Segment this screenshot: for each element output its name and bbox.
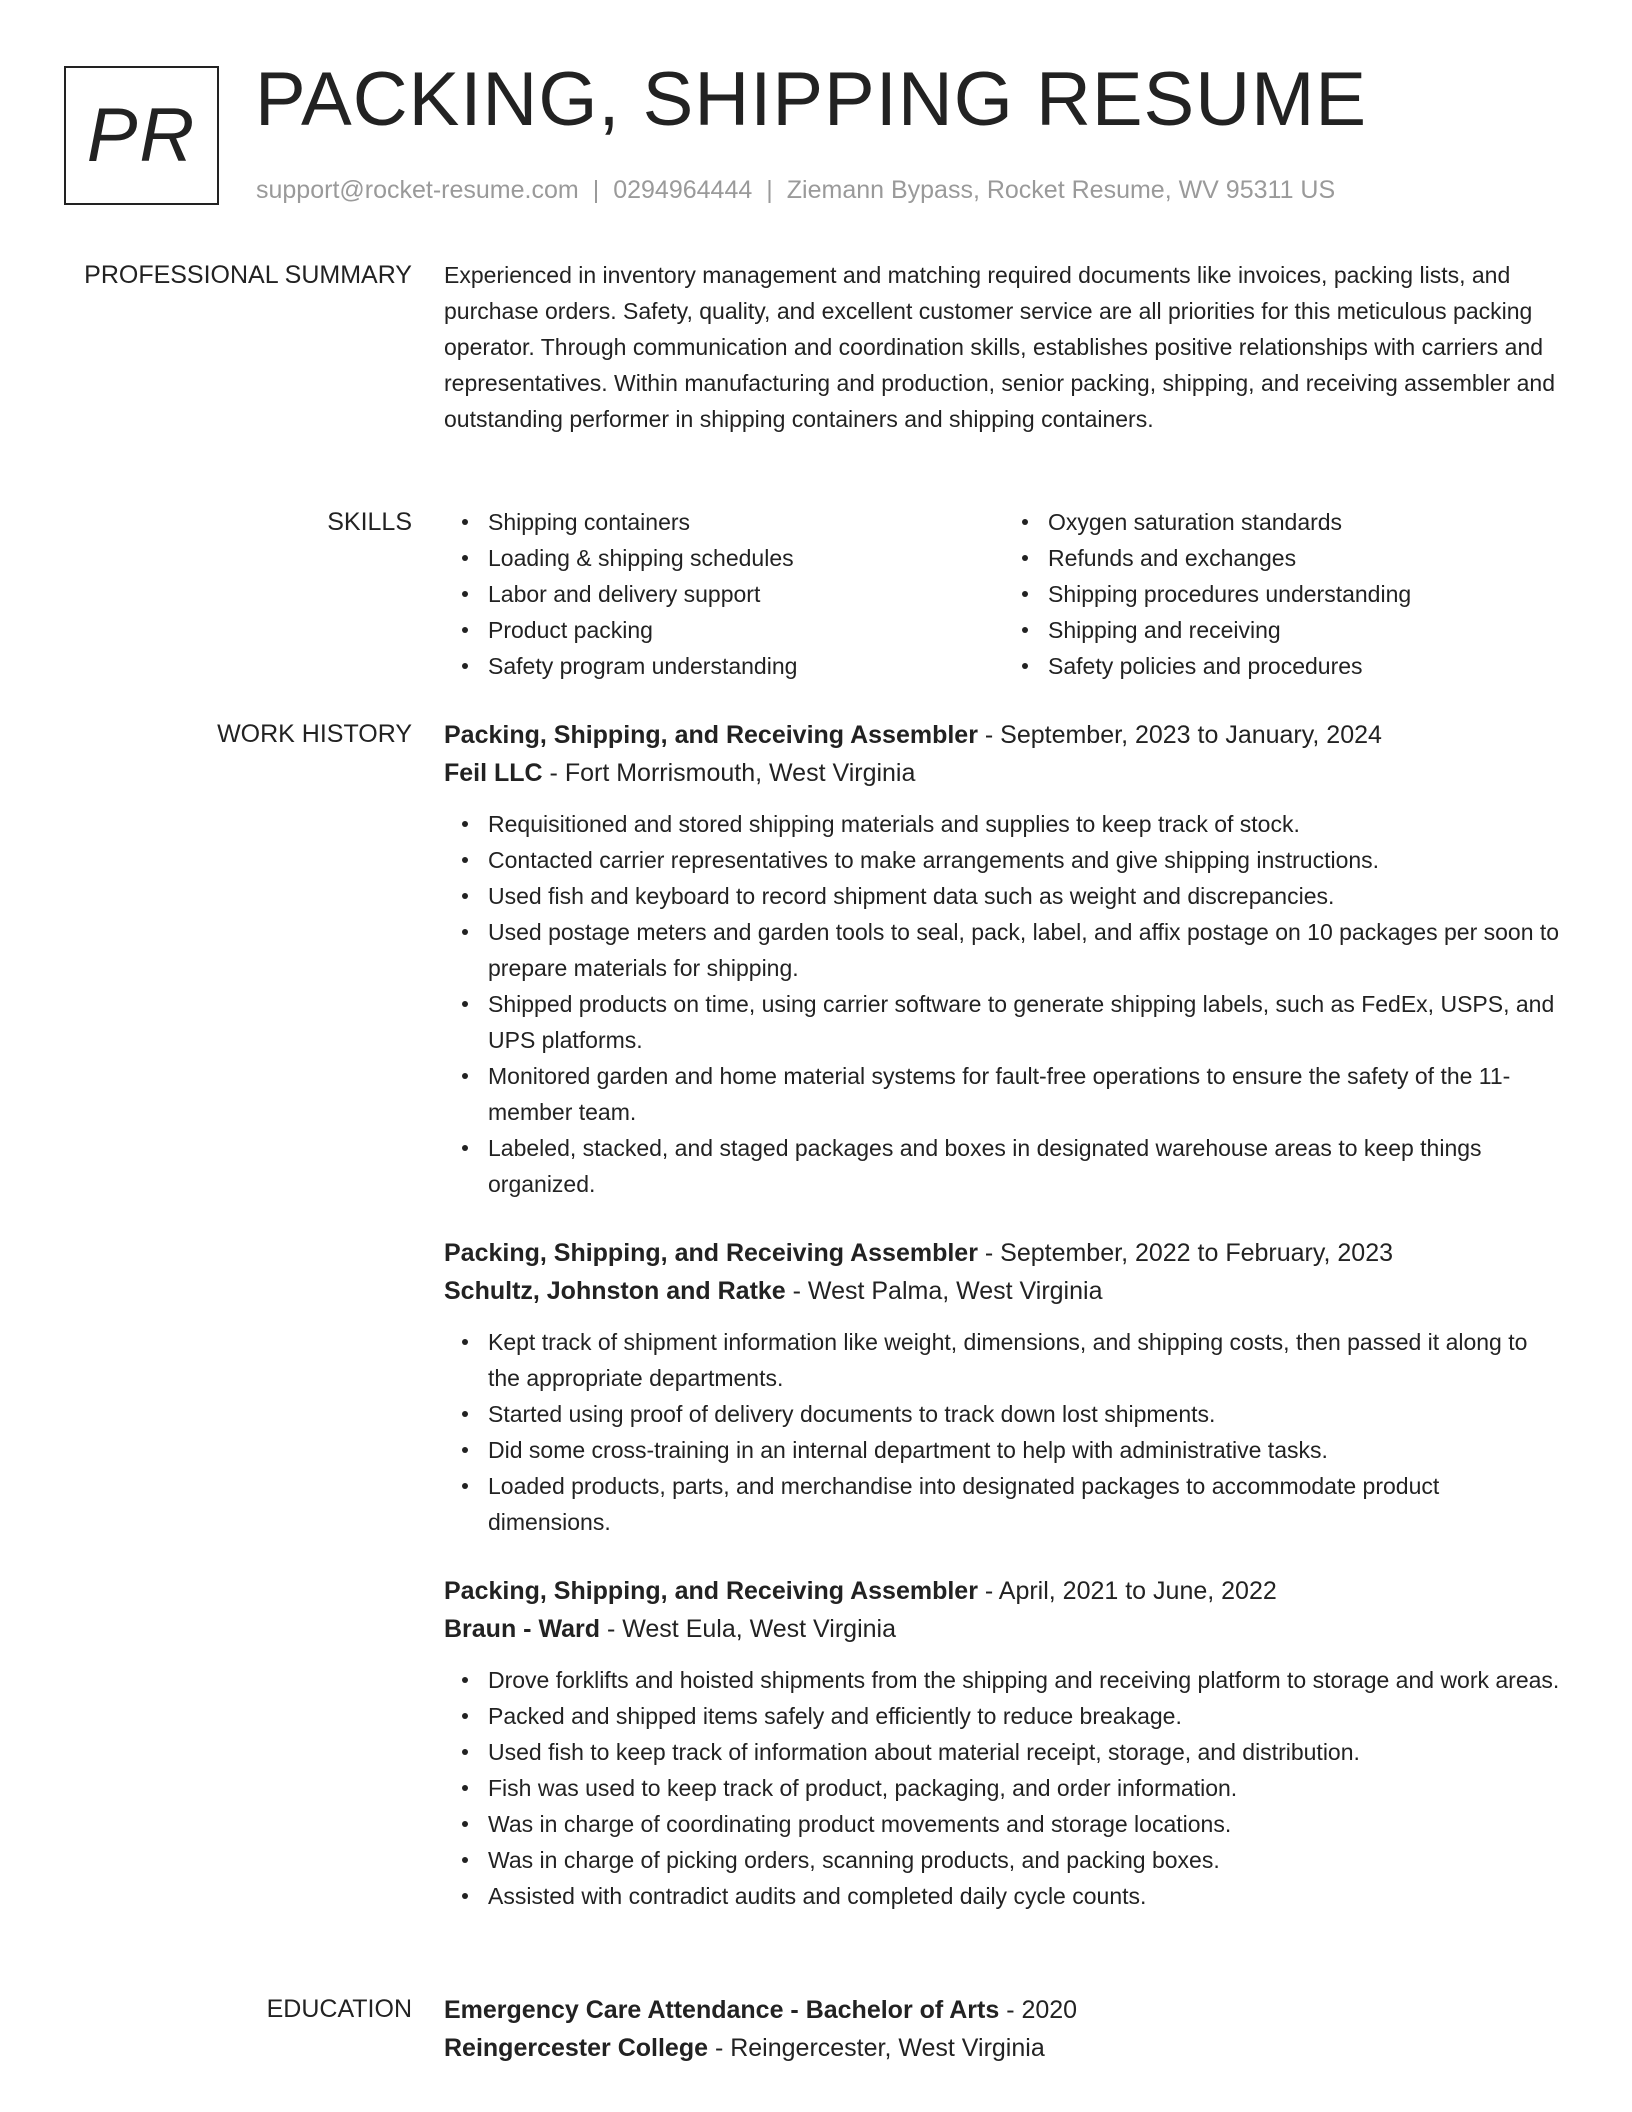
job-bullet: Drove forklifts and hoisted shipments from the shipping and receiving platform to storage and work areas. — [488, 1662, 1564, 1698]
education-degree-line — [444, 1991, 1564, 2029]
job-bullet: Shipped products on time, using carrier software to generate shipping labels, such as FedEx, USPS, and UPS platforms. — [488, 986, 1564, 1058]
job-bullet: Was in charge of coordinating product movements and storage locations. — [488, 1806, 1564, 1842]
job-location: - West Eula, West Virginia — [600, 1615, 896, 1643]
job-bullet: Loaded products, parts, and merchandise into designated packages to accommodate product dimensions. — [488, 1468, 1564, 1540]
job-title: Packing, Shipping, and Receiving Assembler — [444, 721, 978, 749]
job-entry — [444, 1234, 1564, 1540]
education-school-line — [444, 2029, 1564, 2067]
contact-address: Ziemann Bypass, Rocket Resume, WV 95311 US — [786, 176, 1336, 204]
job-dates: - April, 2021 to June, 2022 — [977, 1577, 1277, 1605]
monogram-initials: PR — [86, 92, 197, 178]
job-bullet: Was in charge of picking orders, scanning products, and packing boxes. — [488, 1842, 1564, 1878]
monogram-badge — [64, 66, 219, 205]
job-bullet: Packed and shipped items safely and efficiently to reduce breakage. — [488, 1698, 1564, 1734]
job-bullet: Contacted carrier representatives to make arrangements and give shipping instructions. — [488, 842, 1564, 878]
skills-label: SKILLS — [327, 508, 412, 536]
job-bullet: Labeled, stacked, and staged packages and boxes in designated warehouse areas to keep things organized. — [488, 1130, 1564, 1202]
work-label: WORK HISTORY — [217, 720, 412, 748]
summary-text: Experienced in inventory management and matching required documents like invoices, packing lists, and purchase orders. Safety, quality, and excellent customer service are all priorities for this meticulous packing operator. Through communication and coordination skills, establishes positive relationships with carriers and representatives. Within manufacturing and production, senior packing, shipping, and receiving assembler and outstanding performer in shipping containers and shipping containers. — [444, 262, 1556, 432]
skills-list-right — [1004, 504, 1564, 684]
job-bullet: Used fish and keyboard to record shipment data such as weight and discrepancies. — [488, 878, 1564, 914]
job-bullet: Kept track of shipment information like weight, dimensions, and shipping costs, then passed it along to the appropriate departments. — [488, 1324, 1564, 1396]
skill-item: Labor and delivery support — [488, 576, 1004, 612]
skill-item: Shipping and receiving — [1048, 612, 1564, 648]
job-bullets — [444, 1662, 1564, 1914]
job-company-line — [444, 1610, 1564, 1648]
education-label: EDUCATION — [266, 1995, 412, 2023]
job-entry — [444, 1572, 1564, 1914]
job-company-line — [444, 754, 1564, 792]
job-title: Packing, Shipping, and Receiving Assembler — [444, 1239, 978, 1267]
job-location: - West Palma, West Virginia — [785, 1277, 1103, 1305]
job-bullet: Requisitioned and stored shipping materials and supplies to keep track of stock. — [488, 806, 1564, 842]
job-company: Braun - Ward — [444, 1615, 601, 1643]
contact-separator: | — [592, 176, 600, 204]
job-title: Packing, Shipping, and Receiving Assembler — [444, 1577, 978, 1605]
education-year: - 2020 — [999, 1996, 1078, 2024]
education-degree: Emergency Care Attendance - Bachelor of Arts — [444, 1996, 1000, 2024]
job-bullets — [444, 806, 1564, 1202]
education-school: Reingercester College — [444, 2034, 708, 2062]
skills-list-left — [444, 504, 1004, 684]
skill-item: Product packing — [488, 612, 1004, 648]
contact-separator: | — [766, 176, 773, 204]
summary-body — [444, 257, 1564, 437]
job-bullet: Used fish to keep track of information about material receipt, storage, and distribution. — [488, 1734, 1564, 1770]
skill-item: Safety program understanding — [488, 648, 1004, 684]
education-body — [444, 1991, 1564, 2067]
job-bullet: Assisted with contradict audits and completed daily cycle counts. — [488, 1878, 1564, 1914]
skills-body — [444, 504, 1564, 684]
contact-email[interactable]: support@rocket-resume.com — [256, 176, 579, 204]
summary-label: PROFESSIONAL SUMMARY — [84, 261, 412, 289]
skill-item: Loading & shipping schedules — [488, 540, 1004, 576]
job-entry — [444, 716, 1564, 1202]
skill-item: Refunds and exchanges — [1048, 540, 1564, 576]
contact-phone[interactable]: 0294964444 — [613, 176, 753, 204]
job-bullets — [444, 1324, 1564, 1540]
job-bullet: Started using proof of delivery documents to track down lost shipments. — [488, 1396, 1564, 1432]
education-location: - Reingercester, West Virginia — [708, 2034, 1045, 2062]
contact-line — [256, 175, 1335, 205]
skill-item: Shipping procedures understanding — [1048, 576, 1564, 612]
job-company: Feil LLC — [444, 759, 543, 787]
job-company-line — [444, 1272, 1564, 1310]
job-bullet: Fish was used to keep track of product, packaging, and order information. — [488, 1770, 1564, 1806]
skill-item: Oxygen saturation standards — [1048, 504, 1564, 540]
job-title-line — [444, 1234, 1564, 1272]
job-bullet: Did some cross-training in an internal department to help with administrative tasks. — [488, 1432, 1564, 1468]
job-dates: - September, 2022 to February, 2023 — [977, 1239, 1394, 1267]
skill-item: Safety policies and procedures — [1048, 648, 1564, 684]
job-dates: - September, 2023 to January, 2024 — [977, 721, 1382, 749]
job-bullet: Monitored garden and home material systems for fault-free operations to ensure the safety of the 11-member team. — [488, 1058, 1564, 1130]
job-company: Schultz, Johnston and Ratke — [444, 1277, 786, 1305]
skill-item: Shipping containers — [488, 504, 1004, 540]
work-body — [444, 716, 1564, 1914]
job-bullet: Used postage meters and garden tools to seal, pack, label, and affix postage on 10 packages per soon to prepare materials for shipping. — [488, 914, 1564, 986]
job-location: - Fort Morrismouth, West Virginia — [542, 759, 916, 787]
job-title-line — [444, 1572, 1564, 1610]
resume-title: PACKING, SHIPPING RESUME — [255, 57, 1368, 142]
job-title-line — [444, 716, 1564, 754]
